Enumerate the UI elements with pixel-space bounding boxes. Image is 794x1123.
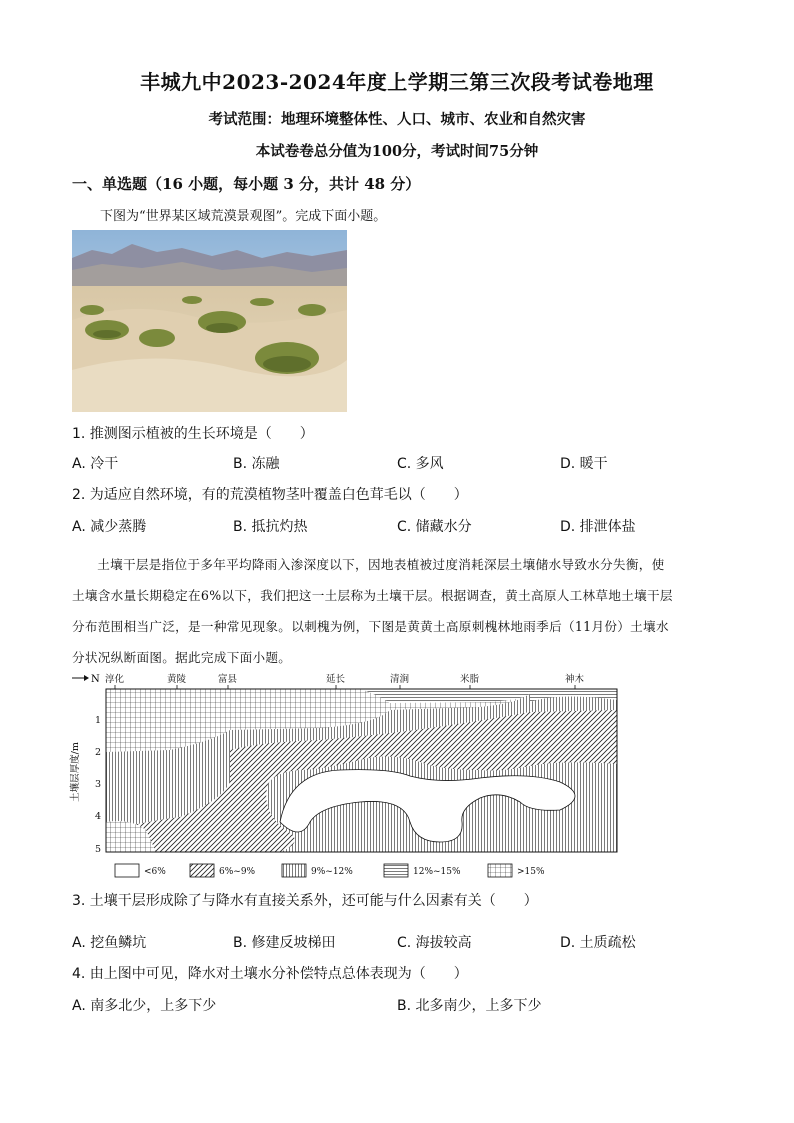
y-tick-label: 1 bbox=[95, 715, 102, 726]
y-tick-label: 5 bbox=[95, 844, 102, 855]
question-1-option-d[interactable]: D. 暖干 bbox=[560, 456, 608, 472]
town-label: 延长 bbox=[326, 674, 346, 685]
question-3-option-d[interactable]: D. 土质疏松 bbox=[560, 935, 636, 951]
legend-swatch-12-15 bbox=[384, 864, 408, 877]
question-4-option-b[interactable]: B. 北多南少，上多下少 bbox=[397, 998, 542, 1014]
soil-moisture-cross-section bbox=[60, 672, 630, 884]
question-1-option-b[interactable]: B. 冻融 bbox=[233, 456, 280, 472]
question-2-option-d[interactable]: D. 排泄体盐 bbox=[560, 519, 636, 535]
question-1-stem: 1. 推测图示植被的生长环境是（ ） bbox=[72, 426, 314, 442]
group1-intro: 下图为“世界某区域荒漠景观图”。完成下面小题。 bbox=[100, 209, 387, 224]
y-tick-label: 2 bbox=[95, 747, 102, 758]
town-label: 清涧 bbox=[390, 674, 410, 685]
north-label: N bbox=[91, 674, 100, 685]
question-2-stem: 2. 为适应自然环境，有的荒漠植物茎叶覆盖白色茸毛以（ ） bbox=[72, 487, 468, 503]
question-3-option-a[interactable]: A. 挖鱼鳞坑 bbox=[72, 935, 147, 951]
legend-label: >15% bbox=[517, 867, 545, 877]
legend-swatch-6-9 bbox=[190, 864, 214, 877]
question-3-stem: 3. 土壤干层形成除了与降水有直接关系外，还可能与什么因素有关（ ） bbox=[72, 893, 538, 909]
exam-scope: 考试范围：地理环境整体性、人口、城市、农业和自然灾害 bbox=[208, 111, 586, 128]
town-label: 米脂 bbox=[460, 674, 480, 685]
legend-label: 9%~12% bbox=[311, 867, 353, 877]
question-4-stem: 4. 由上图中可见，降水对土壤水分补偿特点总体表现为（ ） bbox=[72, 966, 468, 982]
legend-label: 12%~15% bbox=[413, 867, 461, 877]
question-3-option-c[interactable]: C. 海拔较高 bbox=[397, 935, 472, 951]
score-and-time: 本试卷卷总分值为100分，考试时间75分钟 bbox=[255, 143, 539, 160]
town-label: 富县 bbox=[218, 674, 238, 685]
town-label: 淳化 bbox=[105, 674, 125, 685]
section-heading: 一、单选题（16 小题，每小题 3 分，共计 48 分） bbox=[72, 175, 421, 193]
town-label: 黄陵 bbox=[167, 674, 187, 685]
passage-line: 分布范围相当广泛，是一种常见现象。以刺槐为例，下图是黄黄土高原刺槐林地雨季后（11月份）土壤水 bbox=[72, 619, 669, 634]
town-label: 神木 bbox=[565, 674, 585, 685]
question-4-option-a[interactable]: A. 南多北少，上多下少 bbox=[72, 998, 217, 1014]
legend-label: <6% bbox=[144, 867, 166, 877]
soil-dry-layer-passage bbox=[72, 549, 722, 673]
question-2-option-a[interactable]: A. 减少蒸腾 bbox=[72, 519, 147, 535]
question-2-option-c[interactable]: C. 储藏水分 bbox=[397, 519, 472, 535]
question-1-option-c[interactable]: C. 多风 bbox=[397, 456, 444, 472]
legend-swatch-gt15 bbox=[488, 864, 512, 877]
legend-label: 6%~9% bbox=[219, 867, 256, 877]
passage-line: 土壤含水量长期稳定在6%以下，我们把这一土层称为土壤干层。根据调查，黄土高原人工林草地土壤干层 bbox=[72, 588, 673, 603]
y-tick-label: 3 bbox=[95, 779, 102, 790]
passage-line: 土壤干层是指位于多年平均降雨入渗深度以下，因地表植被过度消耗深层土壤储水导致水分失衡，使 bbox=[97, 557, 665, 572]
question-1-option-a[interactable]: A. 冷干 bbox=[72, 456, 119, 472]
legend-swatch-9-12 bbox=[282, 864, 306, 877]
y-axis-label: 土壤层厚度/m bbox=[70, 742, 81, 802]
page-title: 丰城九中2023-2024年度上学期三第三次段考试卷地理 bbox=[140, 70, 654, 94]
question-3-option-b[interactable]: B. 修建反坡梯田 bbox=[233, 935, 336, 951]
legend-swatch-lt6 bbox=[115, 864, 139, 877]
passage-line: 分状况纵断面图。据此完成下面小题。 bbox=[72, 650, 292, 665]
y-tick-label: 4 bbox=[95, 811, 102, 822]
question-2-option-b[interactable]: B. 抵抗灼热 bbox=[233, 519, 308, 535]
desert-landscape-photo bbox=[72, 230, 347, 412]
